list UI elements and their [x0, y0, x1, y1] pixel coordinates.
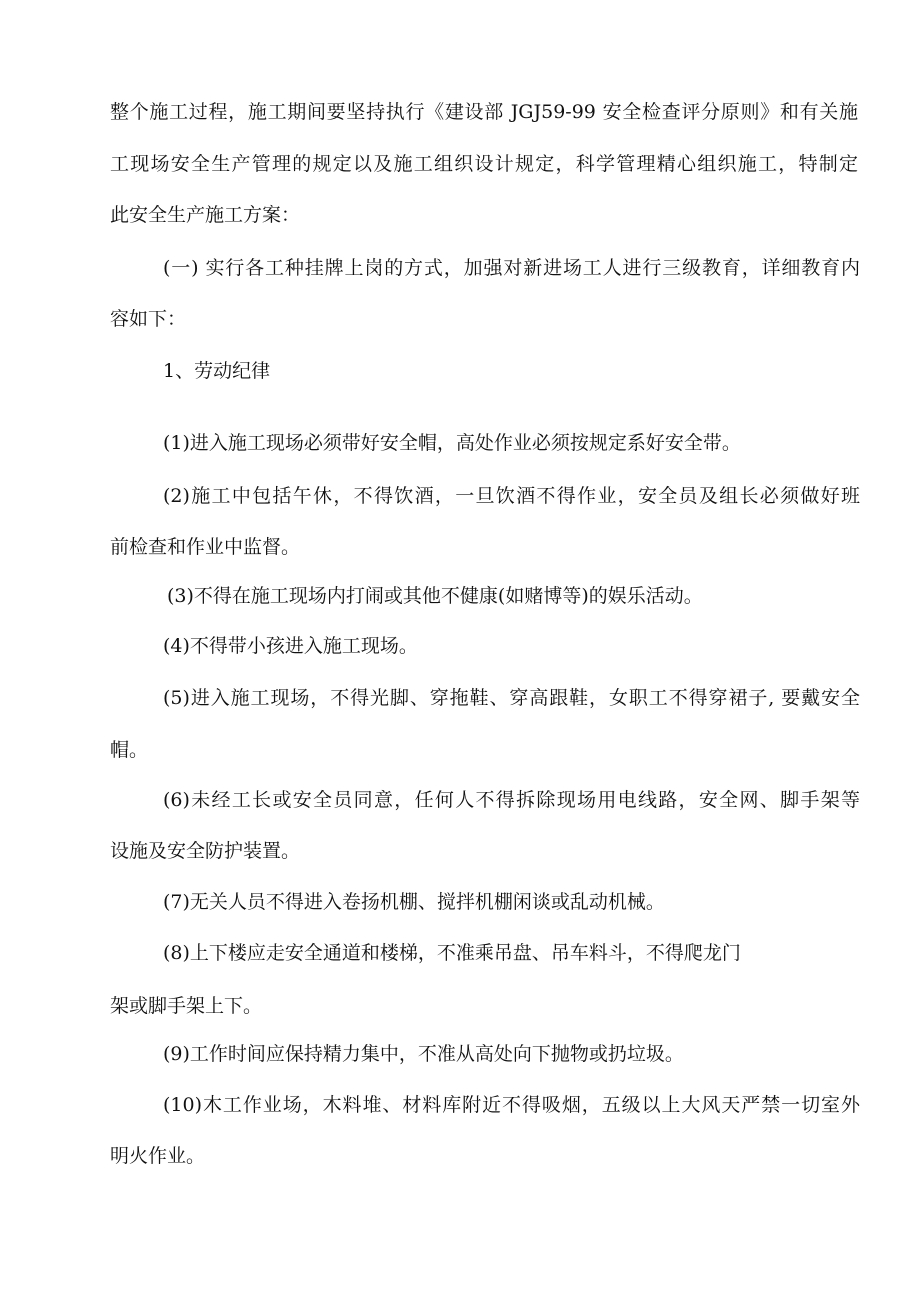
rule-4: (4)不得带小孩进入施工现场。: [163, 635, 418, 657]
section-1-line-2: 容如下：: [110, 308, 187, 330]
rule-6-line-1: (6)未经工长或安全员同意，任何人不得拆除现场用电线路，安全网、脚手架等: [163, 789, 860, 811]
rule-7: (7)无关人员不得进入卷扬机棚、搅拌机棚闲谈或乱动机械。: [163, 891, 665, 913]
rule-10-line-1: (10)木工作业场，木料堆、材料库附近不得吸烟，五级以上大风天严禁一切室外: [163, 1094, 860, 1116]
intro-line-2: 工现场安全生产管理的规定以及施工组织设计规定，科学管理精心组织施工，特制定: [110, 153, 858, 175]
rule-8-line-1: (8)上下楼应走安全通道和楼梯，不准乘吊盘、吊车料斗，不得爬龙门: [163, 942, 741, 964]
intro-line-1: 整个施工过程，施工期间要坚持执行《建设部 JGJ59-99 安全检查评分原则》和有关施: [110, 101, 858, 123]
subsection-heading: 1、劳动纪律: [163, 360, 271, 382]
rule-10-line-2: 明火作业。: [110, 1145, 206, 1167]
rule-2-line-2: 前检查和作业中监督。: [110, 536, 301, 558]
rule-8-line-2: 架或脚手架上下。: [110, 995, 263, 1017]
rule-3: (3)不得在施工现场内打闹或其他不健康(如赌博等)的娱乐活动。: [167, 585, 703, 607]
rule-6-line-2: 设施及安全防护装置。: [110, 840, 301, 862]
rule-2-line-1: (2)施工中包括午休，不得饮酒，一旦饮酒不得作业，安全员及组长必须做好班: [163, 485, 860, 507]
rule-5-line-1: (5)进入施工现场，不得光脚、穿拖鞋、穿高跟鞋，女职工不得穿裙子, 要戴安全: [163, 687, 860, 709]
rule-5-line-2: 帽。: [110, 739, 149, 761]
rule-1: (1)进入施工现场必须带好安全帽，高处作业必须按规定系好安全带。: [163, 432, 741, 454]
section-1-line-1: (一) 实行各工种挂牌上岗的方式，加强对新进场工人进行三级教育，详细教育内: [163, 257, 860, 279]
rule-9: (9)工作时间应保持精力集中，不准从高处向下抛物或扔垃圾。: [163, 1043, 684, 1065]
intro-line-3: 此安全生产施工方案：: [110, 204, 301, 226]
